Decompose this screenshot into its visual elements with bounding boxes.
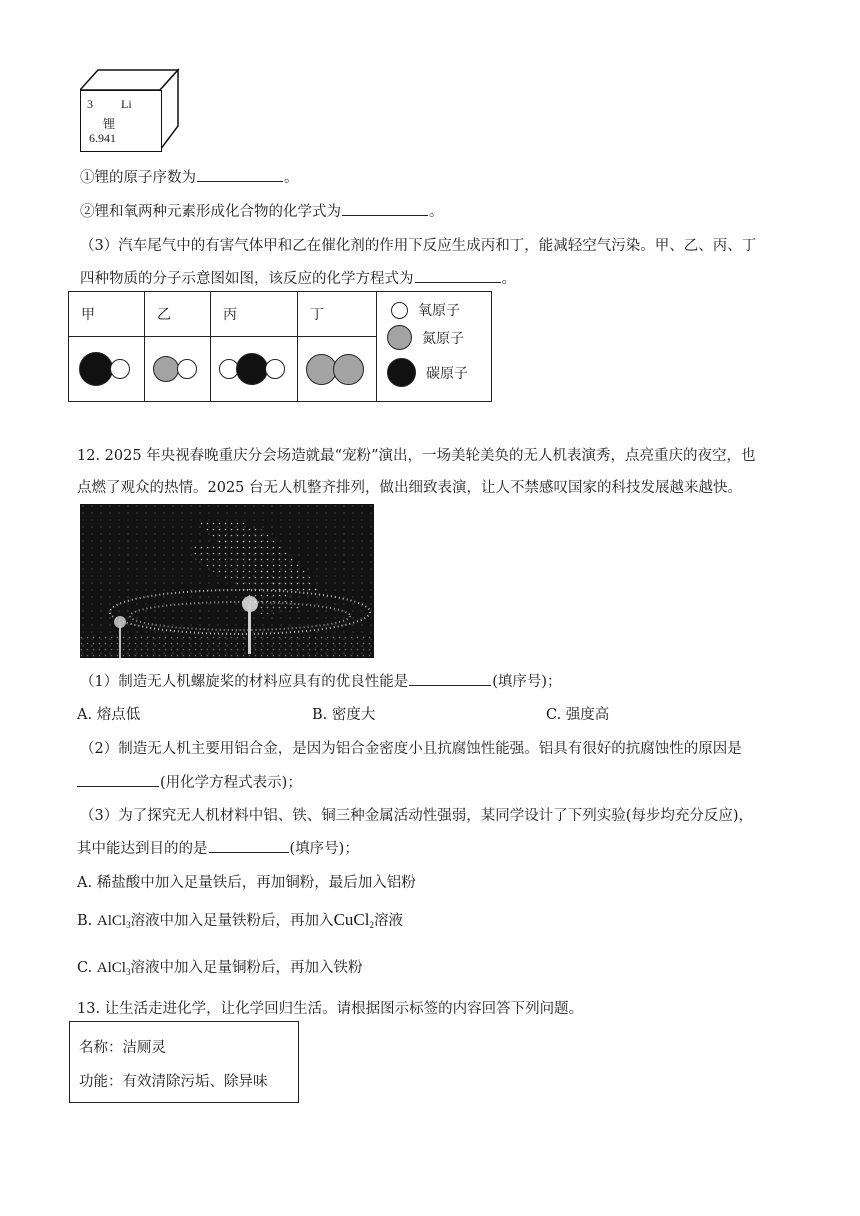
q12-part3-line2-text: 其中能达到目的的是 [77,841,208,857]
q12-option-a[interactable]: A. 熔点低 [77,707,141,723]
element-name: 锂 [103,117,116,131]
q12-exp-option-a[interactable]: A. 稀盐酸中加入足量铁后，再加铜粉，最后加入铝粉 [77,875,416,891]
carbon-atom-icon [79,352,113,386]
q12-part2-end: (用化学方程式表示)； [160,775,302,791]
q12-option-b[interactable]: B. 密度大 [312,707,376,723]
formula-alcl3-subscript: 3 [126,920,131,930]
product-label-function: 功能：有效清除污垢、除异味 [79,1074,268,1090]
drone-show-illustration [80,504,374,658]
legend-nitrogen [387,325,491,350]
atomic-number: 3 [87,97,93,111]
formula-alcl3-subscript: 3 [125,967,131,977]
legend-oxygen-label: 氧原子 [418,303,460,319]
molecule-yi [145,337,211,402]
q11-part3-end: 。 [501,271,516,287]
nitrogen-atom-icon [387,325,412,350]
q11-sub2-end: 。 [429,204,444,220]
answer-blank[interactable] [342,201,428,216]
q12-part1-text: （1）制造无人机螺旋桨的材料应具有的优良性能是 [80,674,409,690]
answer-blank[interactable] [77,772,159,787]
option-b-end: 溶液 [373,913,403,929]
q12-part3-end: (填序号)； [289,841,359,857]
q12-line1: 12. 2025 年央视春晚重庆分会场造就最“宠粉”演出，一场美轮美奂的无人机表演秀，点亮重庆的夜空，也 [77,448,756,464]
legend-oxygen [387,300,491,320]
q11-sub2 [80,200,444,221]
q11-part3-line2-text: 四种物质的分子示意图如图，该反应的化学方程式为 [80,271,414,287]
formula-cucl2-base: CuCl [333,910,370,929]
option-c-end: 溶液中加入足量铜粉后，再加入铁粉 [130,960,363,976]
element-card-face [80,90,162,152]
q11-sub1-end: 。 [284,170,299,186]
q12-exp-option-c[interactable] [77,956,362,977]
formula-alcl3-base: AlCl [96,960,126,976]
q12-part3-line1: （3）为了探究无人机材料中铝、铁、铜三种金属活动性强弱，某同学设计了下列实验(每步均充分反应)， [80,808,754,824]
q11-sub2-text: ②锂和氧两种元素形成化合物的化学式为 [80,204,341,220]
nitrogen-atom-icon [333,354,364,385]
molecule-jia [69,337,145,402]
atomic-mass: 6.941 [89,131,116,145]
answer-blank[interactable] [409,671,491,686]
oxygen-atom-icon [110,359,130,379]
q12-part1-end: (填序号)； [492,674,562,690]
molecule-diagram-table [68,291,492,402]
option-c-prefix: C. [77,960,97,976]
q11-sub1 [80,166,299,187]
q12-line2: 点燃了观众的热情。2025 台无人机整齐排列，做出细致表演，让人不禁感叹国家的科技发展越来越快。 [77,480,743,496]
option-b-prefix: B. [77,913,97,929]
header-bing: 丙 [211,292,298,337]
nitrogen-atom-icon [153,356,179,382]
q12-part3-line2 [77,837,359,858]
product-label-name: 名称：洁厕灵 [79,1040,166,1056]
option-b-middle: 溶液中加入足量铁粉后，再加入 [130,913,334,929]
answer-blank[interactable] [209,838,289,853]
q11-part3-line1: （3）汽车尾气中的有害气体甲和乙在催化剂的作用下反应生成丙和丁，能减轻空气污染。甲、乙、丙、丁 [80,238,757,254]
q12-option-c[interactable]: C. 强度高 [546,707,610,723]
oxygen-atom-icon [265,359,285,379]
atom-legend [377,292,492,402]
q11-sub1-text: ①锂的原子序数为 [80,170,196,186]
q12-part1 [80,670,562,691]
formula-cucl2-subscript: 2 [369,920,374,930]
legend-carbon [387,358,491,387]
q12-part2-line1: （2）制造无人机主要用铝合金，是因为铝合金密度小且抗腐蚀性能强。铝具有很好的抗腐蚀性的原因是 [80,741,742,757]
q11-part3-line2 [80,267,516,288]
molecule-ding [298,337,377,402]
product-label-box [69,1021,299,1103]
q12-part2-line2 [77,771,302,792]
header-yi: 乙 [145,292,211,337]
legend-nitrogen-label: 氮原子 [422,330,464,347]
drone-show-photo [80,504,374,658]
formula-alcl3 [97,913,131,929]
answer-blank[interactable] [415,268,501,283]
legend-carbon-label: 碳原子 [426,365,468,382]
carbon-atom-icon [236,353,268,385]
element-card-lithium [80,46,180,154]
formula-cucl2 [334,910,374,929]
formula-alcl3-base: AlCl [96,913,127,929]
answer-blank[interactable] [197,167,283,182]
header-ding: 丁 [298,292,377,337]
q13-intro: 13. 让生活走进化学，让化学回归生活。请根据图示标签的内容回答下列问题。 [77,1001,584,1017]
oxygen-atom-icon [391,302,408,319]
q12-exp-option-b[interactable] [77,909,403,930]
carbon-atom-icon [387,358,416,387]
oxygen-atom-icon [177,359,197,379]
element-symbol: Li [121,97,132,111]
formula-alcl3 [97,960,131,976]
header-jia: 甲 [69,292,145,337]
molecule-bing [211,337,298,402]
